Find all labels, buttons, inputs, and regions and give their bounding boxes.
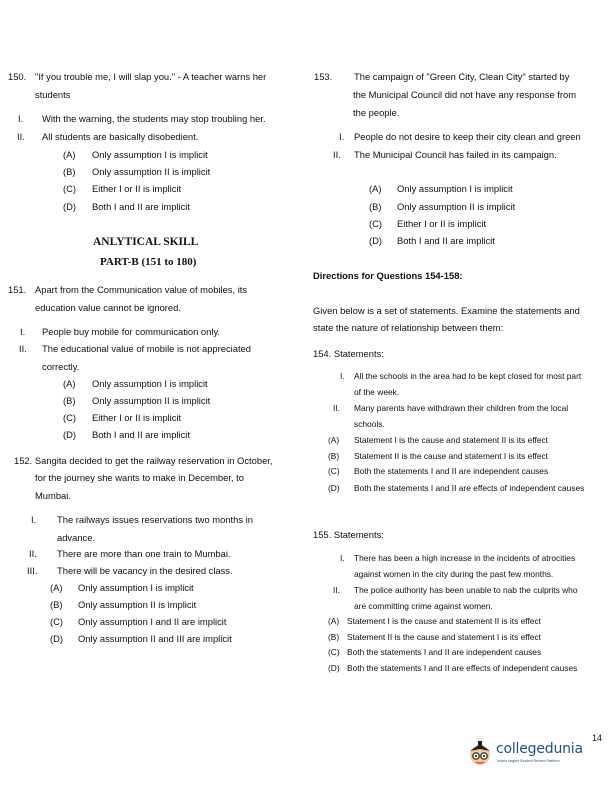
option-text: Only assumption II is implicit (92, 395, 211, 406)
option-text: Only assumption I and II are implicit (78, 616, 227, 627)
assumption-number: II. (17, 131, 25, 142)
option-label: (C) (369, 218, 383, 229)
question-header: 155. Statements: (313, 529, 384, 540)
page-number: 14 (592, 733, 603, 743)
statement-text: of the week. (354, 387, 400, 397)
option-text: Only assumption I is implicit (92, 149, 208, 160)
option-text: Only assumption II is implicit (78, 599, 197, 610)
option-text: Only assumption I is implicit (92, 378, 208, 389)
statement-text: All the schools in the area had to be kept closed for most part (354, 371, 582, 381)
assumption-number: I. (20, 326, 26, 337)
question-text: "If you trouble me, I will slap you." - A teacher warns her (35, 71, 267, 82)
option-text: Both the statements I and II are effects of independent causes (347, 663, 578, 673)
assumption-number: I. (18, 113, 24, 124)
assumption-number: I. (339, 131, 345, 142)
question-number: 151. (8, 284, 27, 295)
assumption-number: III. (27, 565, 38, 576)
option-label: (D) (369, 235, 383, 246)
question-text: Apart from the Communication value of mobiles, its (35, 284, 248, 295)
assumption-text: All students are basically disobedient. (42, 131, 199, 142)
question-text: 152. Sangita decided to get the railway reservation in October, (14, 455, 273, 466)
assumption-text: There are more than one train to Mumbai. (57, 548, 231, 559)
assumption-text: The railways issues reservations two months in (57, 514, 253, 525)
statement-text: There has been a high increase in the incidents of atrocities (354, 553, 576, 563)
option-text: Only assumption I is implicit (397, 183, 513, 194)
option-text: Both I and II are implicit (92, 201, 190, 212)
mascot-icon (466, 738, 494, 768)
option-label: (C) (63, 183, 77, 194)
option-text: Only assumption I is implicit (78, 582, 194, 593)
option-label: (B) (63, 395, 76, 406)
statement-text: The police authority has been unable to nab the culprits who (354, 585, 578, 595)
option-text: Both the statements I and II are independent causes (354, 466, 549, 476)
section-subheading: PART-B (151 to 180) (100, 256, 197, 268)
directions-heading: Directions for Questions 154-158: (313, 270, 463, 281)
statement-text: against women in the city during the past few months. (354, 569, 554, 579)
assumption-text: With the warning, the students may stop troubling her. (42, 113, 266, 124)
option-label: (D) (328, 483, 340, 493)
option-label: (C) (63, 412, 77, 423)
assumption-text: There will be vacancy in the desired class. (57, 565, 233, 576)
question-header: 154. Statements: (313, 348, 384, 359)
option-text: Only assumption II is implicit (92, 166, 211, 177)
option-text: Either I or II is implicit (397, 218, 487, 229)
option-label: (A) (63, 378, 76, 389)
option-text: Statement II is the cause and statement I is its effect (354, 451, 548, 461)
section-heading: ANLYTICAL SKILL (93, 236, 199, 248)
option-text: Either I or II is implicit (92, 412, 182, 423)
question-text: Mumbai. (35, 490, 71, 501)
option-text: Only assumption II is implicit (397, 201, 516, 212)
question-text: the people. (353, 107, 400, 118)
assumption-text: People do not desire to keep their city clean and green (354, 131, 581, 142)
question-text: education value cannot be ignored. (35, 302, 181, 313)
option-label: (B) (328, 451, 340, 461)
statement-number: II. (333, 585, 340, 595)
option-label: (C) (50, 616, 64, 627)
statement-text: are committing crime against women. (354, 601, 493, 611)
assumption-text: advance. (57, 532, 96, 543)
question-number: 150. (8, 71, 27, 82)
option-text: Statement I is the cause and statement II is its effect (347, 616, 541, 626)
assumption-text: The educational value of mobile is not appreciated (42, 343, 251, 354)
option-label: (A) (369, 183, 382, 194)
question-text: students (35, 89, 71, 100)
directions-text: Given below is a set of statements. Examine the statements and (313, 305, 580, 316)
option-label: (B) (369, 201, 382, 212)
assumption-text: correctly. (42, 361, 80, 372)
option-text: Both the statements I and II are independent causes (347, 647, 542, 657)
statement-number: II. (333, 403, 340, 413)
statement-text: schools. (354, 419, 385, 429)
option-text: Both the statements I and II are effects of independent causes (354, 483, 585, 493)
assumption-text: The Municipal Council has failed in its campaign. (354, 149, 557, 160)
option-label: (B) (328, 632, 340, 642)
option-text: Both I and II are implicit (92, 429, 190, 440)
question-text: the Municipal Council did not have any response from (353, 89, 577, 100)
option-label: (A) (63, 149, 76, 160)
assumption-number: II. (333, 149, 341, 160)
logo-tagline: India's largest Student Review Platform (497, 759, 560, 763)
collegedunia-logo (466, 738, 586, 770)
assumption-text: People buy mobile for communication only. (42, 326, 221, 337)
option-label: (A) (328, 616, 340, 626)
option-text: Both I and II are implicit (397, 235, 495, 246)
option-label: (B) (50, 599, 63, 610)
option-label: (B) (63, 166, 76, 177)
question-number: 153. (314, 71, 333, 82)
statement-text: Many parents have withdrawn their children from the local (354, 403, 569, 413)
option-label: (A) (50, 582, 63, 593)
statement-number: I. (340, 553, 345, 563)
option-text: Statement II is the cause and statement I is its effect (347, 632, 541, 642)
assumption-number: I. (31, 514, 37, 525)
statement-number: I. (340, 371, 345, 381)
option-label: (D) (63, 429, 77, 440)
assumption-number: II. (19, 343, 27, 354)
logo-text: collegedunia (496, 741, 583, 757)
option-label: (A) (328, 435, 340, 445)
option-label: (D) (63, 201, 77, 212)
question-text: The campaign of "Green City, Clean City" started by (354, 71, 570, 82)
option-text: Only assumption II and III are implicit (78, 633, 232, 644)
option-text: Statement I is the cause and statement II is its effect (354, 435, 548, 445)
directions-text: state the nature of relationship between them: (313, 322, 504, 333)
question-text: for the journey she wants to make in December, to (35, 472, 244, 483)
assumption-number: II. (29, 548, 37, 559)
option-label: (D) (50, 633, 64, 644)
option-text: Either I or II is implicit (92, 183, 182, 194)
option-label: (D) (328, 663, 340, 673)
option-label: (C) (328, 647, 340, 657)
option-label: (C) (328, 466, 340, 476)
